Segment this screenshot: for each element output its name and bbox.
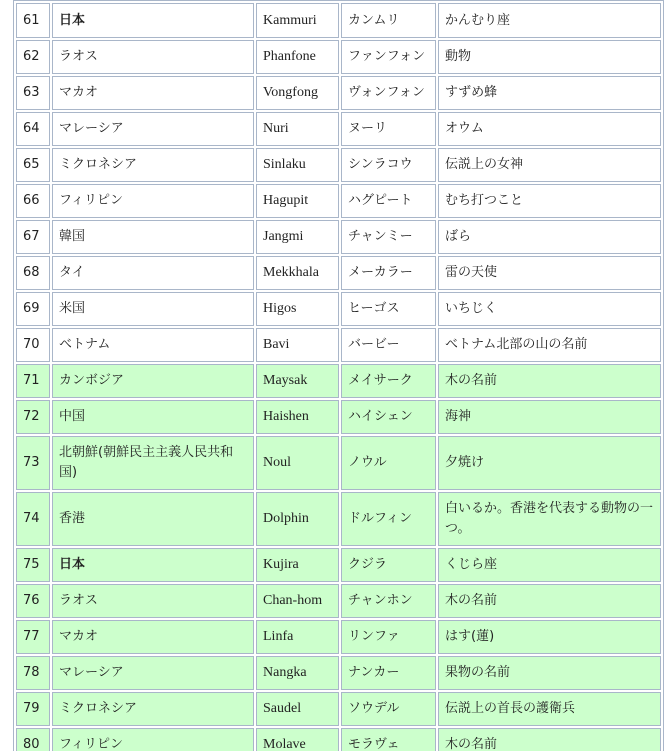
romanized-name-cell: Vongfong [256,76,339,110]
romanized-name-cell: Haishen [256,400,339,434]
table-row [16,3,661,38]
country-cell: フィリピン [52,728,254,751]
row-number: 69 [16,292,50,326]
table-row [16,292,661,326]
meaning-cell: 夕焼け [438,436,661,490]
table-row [16,256,661,290]
meaning-cell: オウム [438,112,661,146]
katakana-name-cell: メーカラー [341,256,436,290]
katakana-name-cell: ドルフィン [341,492,436,546]
katakana-name-cell: チャンミー [341,220,436,254]
country-cell: 韓国 [52,220,254,254]
meaning-cell: ばら [438,220,661,254]
row-number: 62 [16,40,50,74]
meaning-cell: 伝説上の首長の護衛兵 [438,692,661,726]
row-number: 76 [16,584,50,618]
katakana-name-cell: ハグピート [341,184,436,218]
country-cell: 中国 [52,400,254,434]
katakana-name-cell: シンラコウ [341,148,436,182]
meaning-cell: 伝説上の女神 [438,148,661,182]
table-row [16,76,661,110]
meaning-cell: 木の名前 [438,584,661,618]
row-number: 77 [16,620,50,654]
typhoon-names-table [13,0,664,751]
katakana-name-cell: メイサーク [341,364,436,398]
romanized-name-cell: Nangka [256,656,339,690]
romanized-name-cell: Nuri [256,112,339,146]
table-row [16,220,661,254]
row-number: 73 [16,436,50,490]
table-row [16,584,661,618]
table-row [16,112,661,146]
katakana-name-cell: クジラ [341,548,436,582]
table-row [16,548,661,582]
romanized-name-cell: Kammuri [256,3,339,38]
country-cell: マレーシア [52,656,254,690]
country-cell: 香港 [52,492,254,546]
katakana-name-cell: カンムリ [341,3,436,38]
country-cell: マカオ [52,620,254,654]
table-row [16,184,661,218]
country-cell: ラオス [52,40,254,74]
romanized-name-cell: Kujira [256,548,339,582]
country-cell: フィリピン [52,184,254,218]
romanized-name-cell: Phanfone [256,40,339,74]
katakana-name-cell: ヌーリ [341,112,436,146]
romanized-name-cell: Linfa [256,620,339,654]
table-row [16,40,661,74]
country-cell: 日本 [52,3,254,38]
romanized-name-cell: Molave [256,728,339,751]
country-cell: マレーシア [52,112,254,146]
meaning-cell: すずめ蜂 [438,76,661,110]
meaning-cell: 雷の天使 [438,256,661,290]
meaning-cell: はす(蓮) [438,620,661,654]
row-number: 72 [16,400,50,434]
katakana-name-cell: ファンフォン [341,40,436,74]
romanized-name-cell: Mekkhala [256,256,339,290]
romanized-name-cell: Dolphin [256,492,339,546]
row-number: 71 [16,364,50,398]
table-row [16,692,661,726]
country-cell: ミクロネシア [52,692,254,726]
row-number: 64 [16,112,50,146]
row-number: 61 [16,3,50,38]
meaning-cell: 木の名前 [438,364,661,398]
table-row [16,436,661,490]
katakana-name-cell: ソウデル [341,692,436,726]
meaning-cell: むち打つこと [438,184,661,218]
katakana-name-cell: バービー [341,328,436,362]
country-cell: 米国 [52,292,254,326]
row-number: 65 [16,148,50,182]
country-cell: ラオス [52,584,254,618]
row-number: 74 [16,492,50,546]
country-cell: マカオ [52,76,254,110]
meaning-cell: かんむり座 [438,3,661,38]
row-number: 78 [16,656,50,690]
romanized-name-cell: Noul [256,436,339,490]
row-number: 75 [16,548,50,582]
country-cell: 日本 [52,548,254,582]
katakana-name-cell: ヴォンフォン [341,76,436,110]
meaning-cell: いちじく [438,292,661,326]
country-cell: 北朝鮮(朝鮮民主主義人民共和国) [52,436,254,490]
row-number: 66 [16,184,50,218]
katakana-name-cell: チャンホン [341,584,436,618]
katakana-name-cell: リンファ [341,620,436,654]
katakana-name-cell: ナンカー [341,656,436,690]
meaning-cell: 果物の名前 [438,656,661,690]
romanized-name-cell: Jangmi [256,220,339,254]
romanized-name-cell: Chan-hom [256,584,339,618]
meaning-cell: ベトナム北部の山の名前 [438,328,661,362]
table-row [16,492,661,546]
katakana-name-cell: ヒーゴス [341,292,436,326]
row-number: 68 [16,256,50,290]
table-row [16,656,661,690]
row-number: 63 [16,76,50,110]
romanized-name-cell: Sinlaku [256,148,339,182]
romanized-name-cell: Higos [256,292,339,326]
country-cell: ベトナム [52,328,254,362]
country-cell: タイ [52,256,254,290]
meaning-cell: くじら座 [438,548,661,582]
row-number: 70 [16,328,50,362]
meaning-cell: 木の名前 [438,728,661,751]
katakana-name-cell: ノウル [341,436,436,490]
table-row [16,328,661,362]
table-row [16,620,661,654]
romanized-name-cell: Bavi [256,328,339,362]
table-row [16,728,661,751]
country-cell: カンボジア [52,364,254,398]
katakana-name-cell: ハイシェン [341,400,436,434]
table-row [16,364,661,398]
meaning-cell: 海神 [438,400,661,434]
country-cell: ミクロネシア [52,148,254,182]
romanized-name-cell: Maysak [256,364,339,398]
table-body [16,3,661,751]
romanized-name-cell: Hagupit [256,184,339,218]
meaning-cell: 白いるか。香港を代表する動物の一つ。 [438,492,661,546]
row-number: 80 [16,728,50,751]
table-row [16,148,661,182]
romanized-name-cell: Saudel [256,692,339,726]
table-row [16,400,661,434]
row-number: 79 [16,692,50,726]
katakana-name-cell: モラヴェ [341,728,436,751]
meaning-cell: 動物 [438,40,661,74]
row-number: 67 [16,220,50,254]
